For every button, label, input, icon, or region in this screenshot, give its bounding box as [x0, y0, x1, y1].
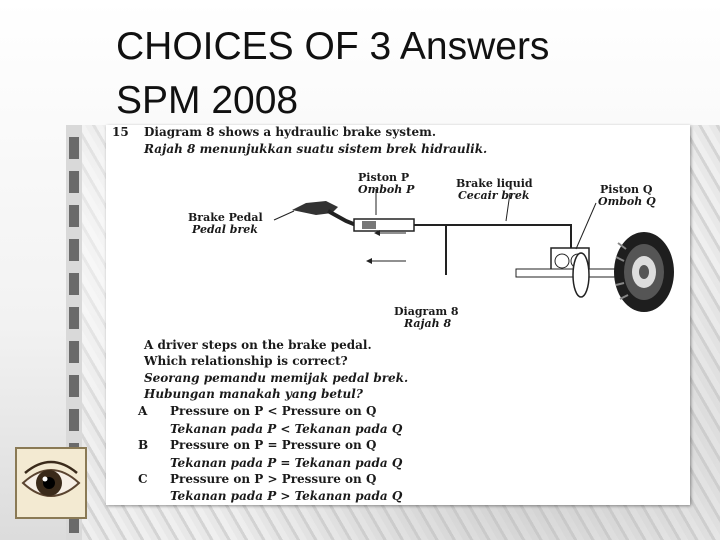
question-card: [106, 125, 690, 505]
label-piston-p: Piston P: [358, 171, 410, 184]
label-brake-liquid: Brake liquid: [456, 177, 533, 190]
option-c-letter: C: [138, 472, 148, 486]
label-pedal-brek: Pedal brek: [192, 223, 258, 236]
prompt-en-1: A driver steps on the brake pedal.: [144, 338, 372, 352]
eye-icon: [19, 451, 83, 515]
label-piston-q: Piston Q: [600, 183, 653, 196]
prompt-ms-1: Seorang pemandu memijak pedal brek.: [144, 371, 409, 385]
prompt-ms-2: Hubungan manakah yang betul?: [144, 387, 363, 401]
option-a-en: Pressure on P < Pressure on Q: [170, 404, 377, 418]
diagram-caption-ms: Rajah 8: [404, 317, 452, 330]
eye-thumbnail: [15, 447, 87, 519]
slide-title: [116, 20, 696, 128]
option-a-letter: A: [138, 404, 148, 418]
prompt-en-2: Which relationship is correct?: [144, 354, 348, 368]
label-omboh-q: Omboh Q: [598, 195, 656, 208]
slide-title-line2: SPM 2008: [116, 79, 299, 122]
label-omboh-p: Omboh P: [358, 183, 415, 196]
option-b-letter: B: [138, 438, 149, 452]
option-a-ms: Tekanan pada P < Tekanan pada Q: [170, 422, 403, 436]
diagram-caption-en: Diagram 8: [394, 305, 459, 318]
option-b-en: Pressure on P = Pressure on Q: [170, 438, 377, 452]
option-b-ms: Tekanan pada P = Tekanan pada Q: [170, 456, 403, 470]
question-stem-ms: Rajah 8 menunjukkan suatu sistem brek hidraulik.: [144, 142, 488, 156]
option-c-en: Pressure on P > Pressure on Q: [170, 472, 377, 486]
label-cecair-brek: Cecair brek: [458, 189, 530, 202]
question-stem-en: Diagram 8 shows a hydraulic brake system.: [144, 125, 436, 139]
slide-title-line1: CHOICES OF 3 Answers: [116, 25, 550, 68]
option-c-ms: Tekanan pada P > Tekanan pada Q: [170, 489, 403, 503]
label-brake-pedal: Brake Pedal: [188, 211, 263, 224]
question-number: 15: [112, 125, 129, 139]
